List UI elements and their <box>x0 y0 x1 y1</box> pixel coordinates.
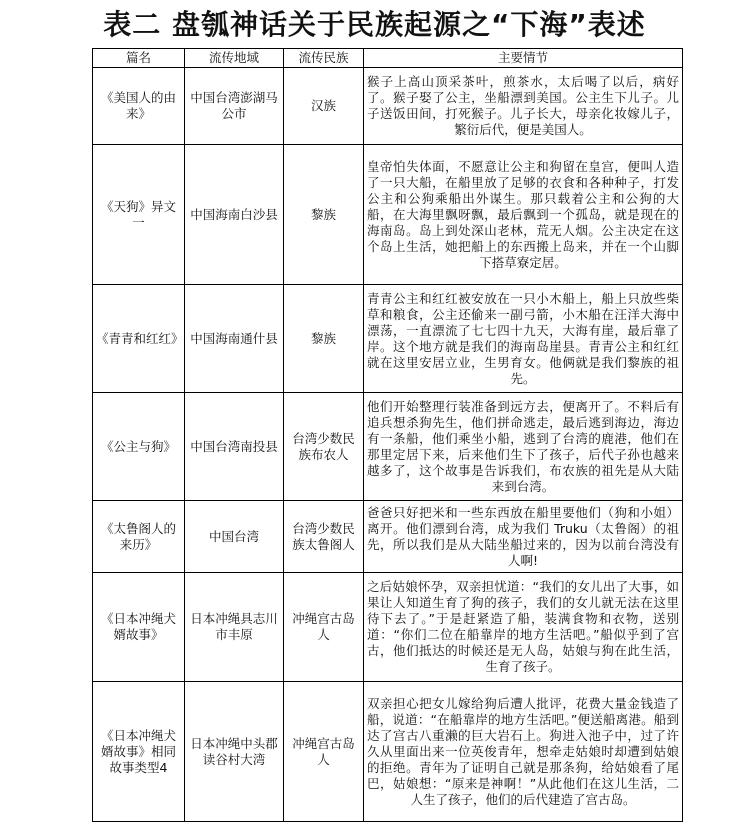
table-row <box>93 285 683 393</box>
table-row <box>93 682 683 822</box>
table-title: 表二 盘瓠神话关于民族起源之“下海”表述 <box>103 8 646 41</box>
title-cell: 《美国人的由来》 <box>93 68 185 145</box>
region-cell: 中国海南白沙县 <box>185 145 284 285</box>
myth-table <box>92 48 683 822</box>
people-cell: 台湾少数民族布农人 <box>284 393 364 501</box>
title-cell: 《日本冲绳犬婿故事》相同故事类型4 <box>93 682 185 822</box>
region-cell: 日本冲绳具志川市丰原 <box>185 573 284 682</box>
table-row <box>93 573 683 682</box>
header-region: 流传地域 <box>185 49 284 68</box>
header-people: 流传民族 <box>284 49 364 68</box>
plot-cell: 皇帝怕失体面，不愿意让公主和狗留在皇宫，便叫人造了一只大船，在船里放了足够的衣食和各种种子，打发公主和公狗乘船出外谋生。那只载着公主和公狗的大船，在大海里飘呀飘，最后飘到一个孤岛，就是现在的海南岛。岛上到处深山老林，荒无人烟。公主决定在这个岛上生活，她把船上的东西搬上岛来，并在一个山脚下搭草寮定居。 <box>364 145 683 285</box>
region-cell: 中国海南通什县 <box>185 285 284 393</box>
people-cell: 黎族 <box>284 145 364 285</box>
people-cell: 汉族 <box>284 68 364 145</box>
plot-cell: 猴子上高山顶采茶叶，煎茶水，太后喝了以后，病好了。猴子娶了公主，坐船漂到美国。公主生下儿子。儿子送饭田间，打死猴子。儿子长大，母亲化妆嫁儿子，繁衍后代，便是美国人。 <box>364 68 683 145</box>
plot-cell: 青青公主和红红被安放在一只小木船上，船上只放些柴草和粮食，公主还偷来一副弓箭，小木船在汪洋大海中漂荡，一直漂流了七七四十九天，大海有崖，最后靠了岸。这个地方就是我们的海南岛崖县。青青公主和红红就在这里安居立业，生男育女。他俩就是我们黎族的祖先。 <box>364 285 683 393</box>
plot-cell: 双亲担心把女儿嫁给狗后遭人批评，花费大量金钱造了船，说道：“在船靠岸的地方生活吧。”便送船离港。船到达了宫古八重濑的巨大岩石上。狗进入池子中，过了许久从里面出来一位英俊青年，想牵走姑娘时却遭到姑娘的拒绝。青年为了证明自己就是那条狗，给姑娘看了尾巴，姑娘想：“原来是神啊！”从此他们在这儿生活，二人生了孩子，他们的后代建造了宫古岛。 <box>364 682 683 822</box>
region-cell: 中国台湾 <box>185 501 284 573</box>
table-row <box>93 501 683 573</box>
people-cell: 黎族 <box>284 285 364 393</box>
title-cell: 《太鲁阁人的来历》 <box>93 501 185 573</box>
plot-cell: 他们开始整理行装准备到远方去，便离开了。不料后有追兵想杀狗先生，他们拼命逃走，最后逃到海边，海边有一条船，他们乘坐小船，逃到了台湾的鹿港，他们在那里定居下来，后来他们生下了孩子，后代子孙也越来越多了，这个故事是告诉我们，布农族的祖先是从大陆来到台湾。 <box>364 393 683 501</box>
plot-cell: 之后姑娘怀孕，双亲担忧道：“我们的女儿出了大事，如果让人知道生育了狗的孩子，我们的女儿就无法在这里待下去了。”于是赶紧造了船，装满食物和衣物，送别道：“你们二位在船靠岸的地方生活吧。”船似乎到了宫古，他们抵达的时候还是无人岛，姑娘与狗在此生活，生育了孩子。 <box>364 573 683 682</box>
region-cell: 中国台湾南投县 <box>185 393 284 501</box>
plot-cell: 爸爸只好把米和一些东西放在船里要他们（狗和小姐）离开。他们漂到台湾，成为我们 Truku（太鲁阁）的祖先，所以我们是从大陆坐船过来的，因为以前台湾没有人啊! <box>364 501 683 573</box>
title-cell: 《公主与狗》 <box>93 393 185 501</box>
region-cell: 日本冲绳中头郡读谷村大湾 <box>185 682 284 822</box>
table-row <box>93 393 683 501</box>
region-cell: 中国台湾澎湖马公市 <box>185 68 284 145</box>
people-cell: 冲绳宫古岛人 <box>284 682 364 822</box>
title-cell: 《日本冲绳犬婿故事》 <box>93 573 185 682</box>
people-cell: 台湾少数民族太鲁阁人 <box>284 501 364 573</box>
table-row <box>93 68 683 145</box>
header-plot: 主要情节 <box>364 49 683 68</box>
people-cell: 冲绳宫古岛人 <box>284 573 364 682</box>
title-cell: 《天狗》异文一 <box>93 145 185 285</box>
table-row <box>93 145 683 285</box>
header-row <box>93 49 683 68</box>
header-name: 篇名 <box>93 49 185 68</box>
title-cell: 《青青和红红》 <box>93 285 185 393</box>
